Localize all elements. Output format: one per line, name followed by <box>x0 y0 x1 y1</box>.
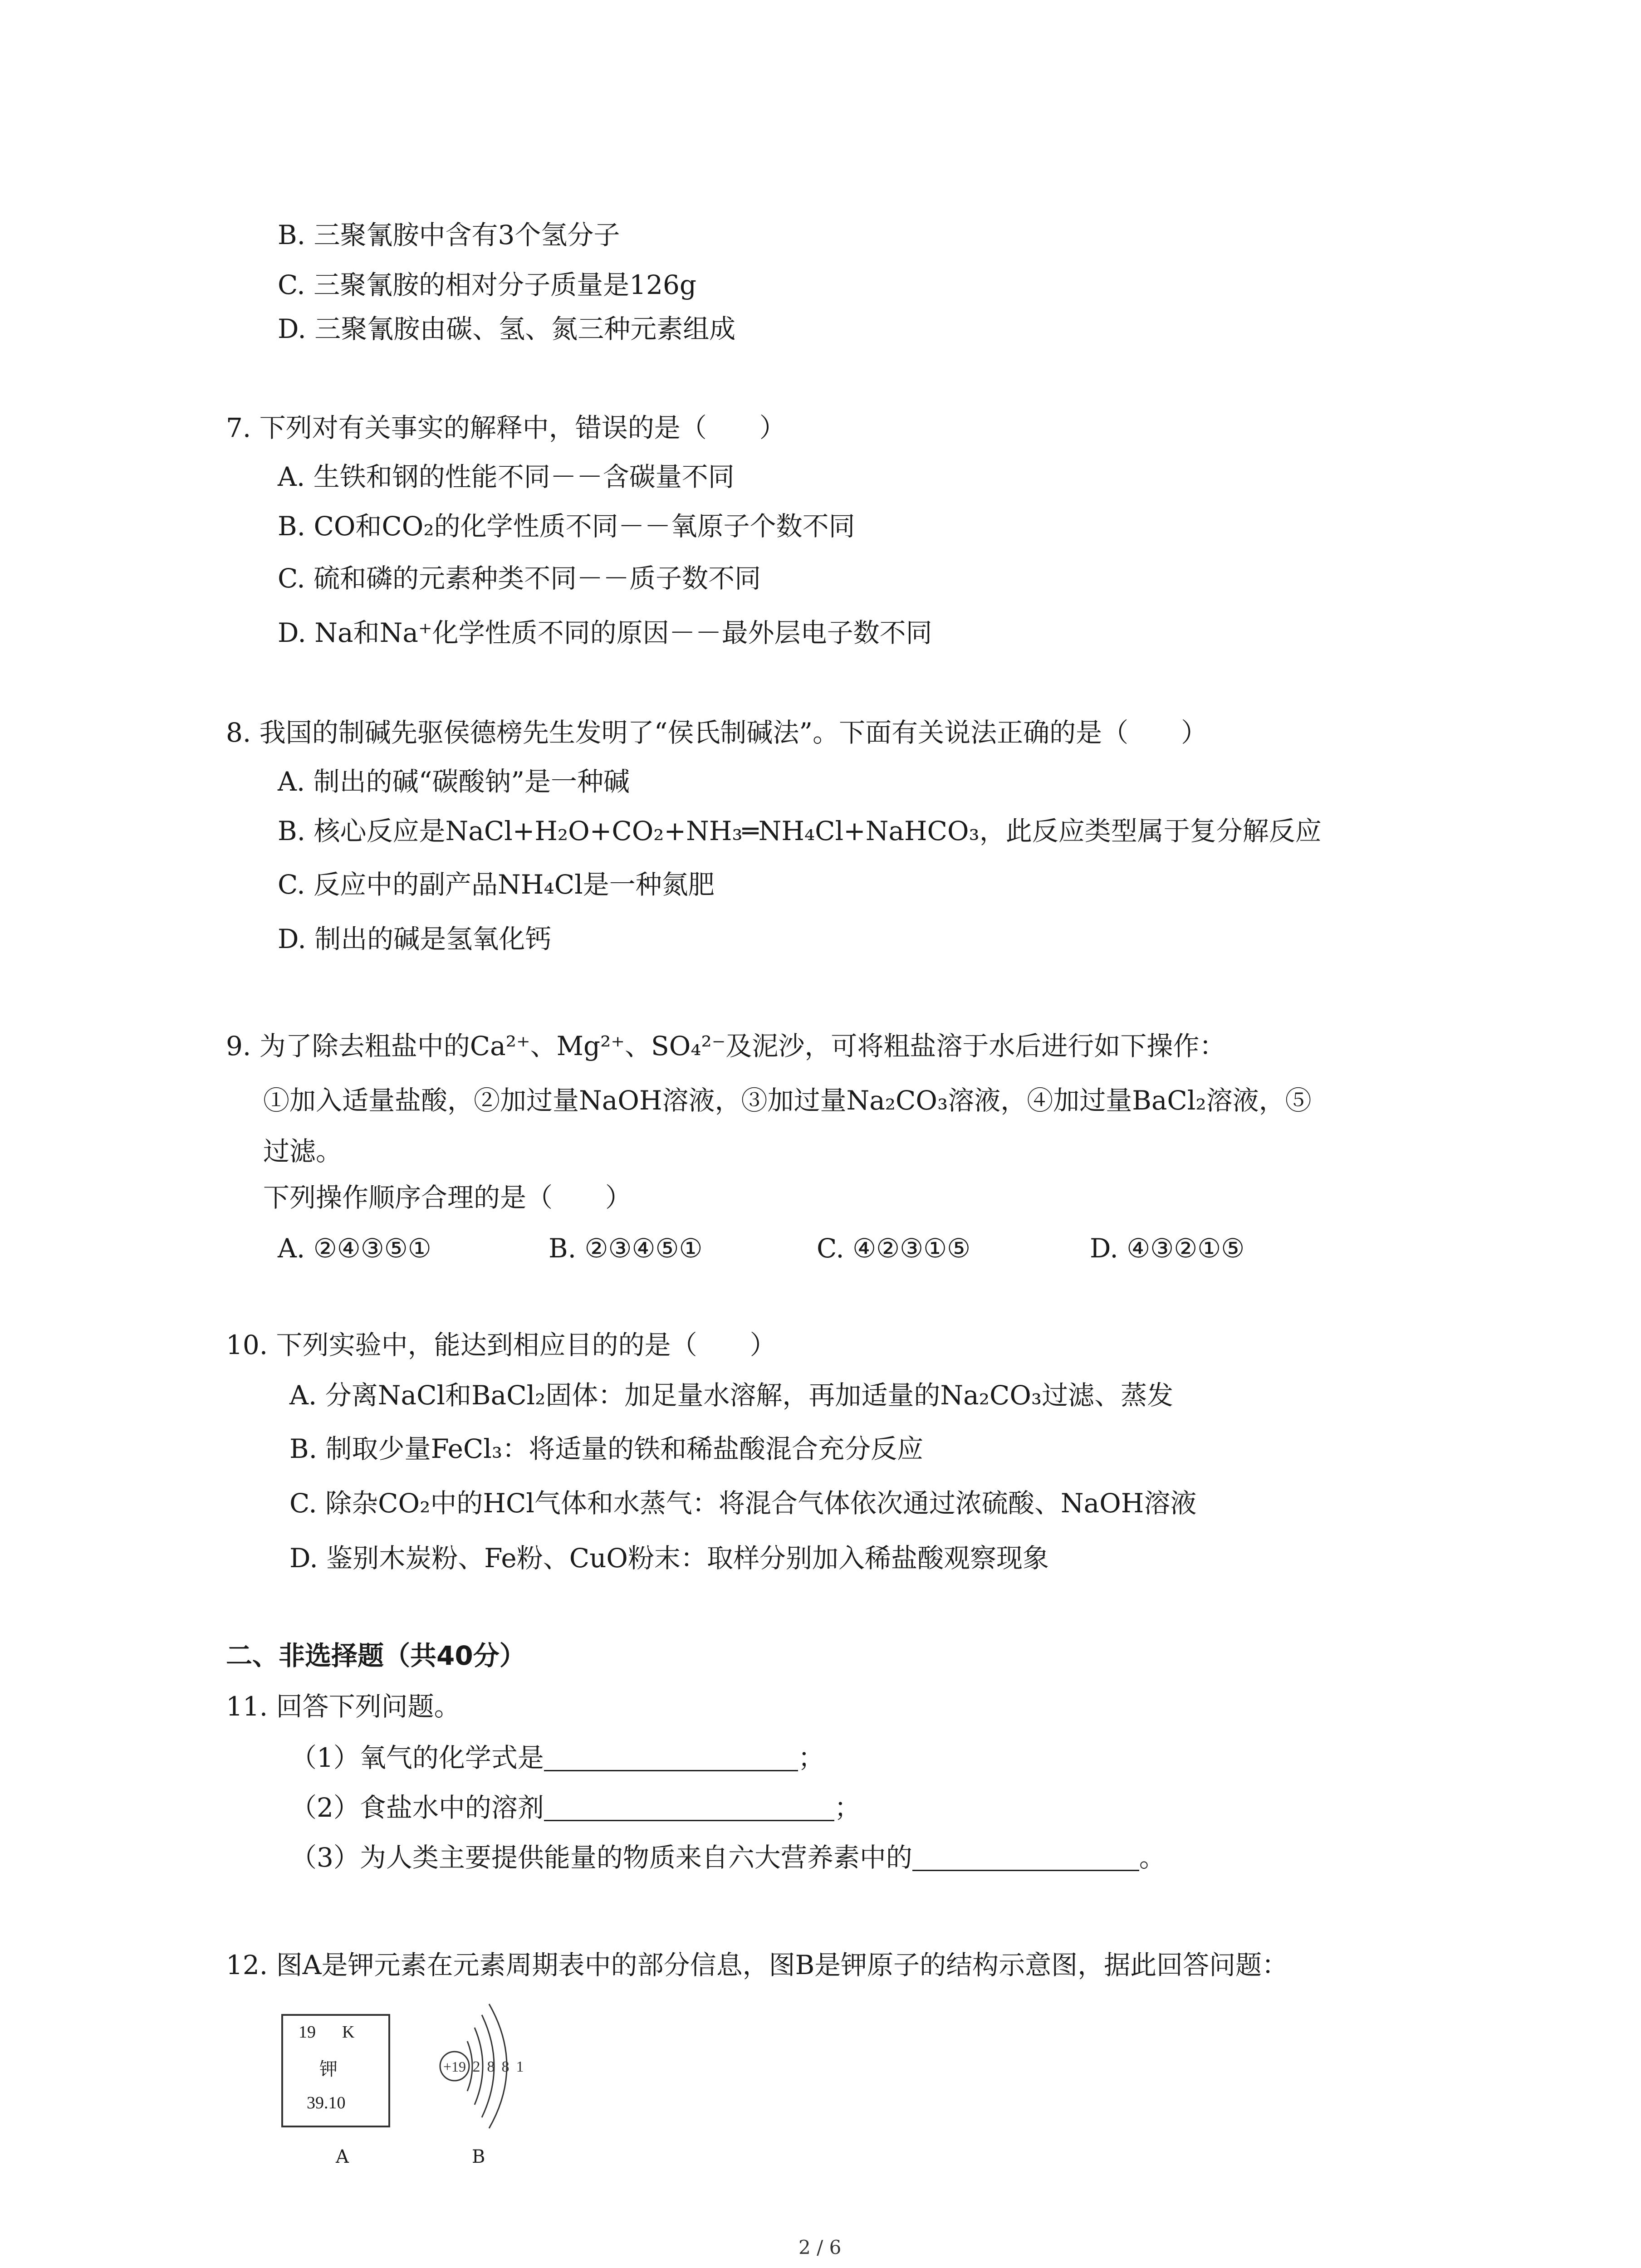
nucleus-charge: +19 <box>443 2058 466 2075</box>
q10-stem: 10. 下列实验中，能达到相应目的的是（ ） <box>226 1330 776 1360</box>
q11-part-3 <box>290 1839 1166 1876</box>
figure-b-label: B <box>472 2146 485 2167</box>
q8-option-c: C. 反应中的副产品NH₄Cl是一种氮肥 <box>278 869 715 900</box>
element-name: 钾 <box>319 2059 338 2080</box>
answer-blank-1[interactable] <box>544 1743 798 1771</box>
element-symbol: K <box>342 2023 355 2042</box>
q9-stem: 9. 为了除去粗盐中的Ca²⁺、Mg²⁺、SO₄²⁻及泥沙，可将粗盐溶于水后进行如下操作： <box>226 1031 1226 1061</box>
q9-option-b: B. ②③④⑤① <box>549 1233 703 1264</box>
q9-options-row <box>278 1230 1367 1266</box>
answer-blank-2[interactable] <box>544 1793 834 1821</box>
q7-stem: 7. 下列对有关事实的解释中，错误的是（ ） <box>226 412 786 443</box>
atom-structure-svg <box>431 2000 567 2132</box>
q10-option-d: D. 鉴别木炭粉、Fe粉、CuO粉末：取样分别加入稀盐酸观察现象 <box>289 1543 1049 1574</box>
q6-option-b: B. 三聚氰胺中含有3个氢分子 <box>278 220 620 250</box>
q9-operations-cont: 过滤。 <box>263 1136 343 1167</box>
q8-option-d: D. 制出的碱是氢氧化钙 <box>278 924 552 954</box>
q11-part-2 <box>290 1789 861 1826</box>
q11-stem: 11. 回答下列问题。 <box>226 1691 460 1722</box>
q7-option-c: C. 硫和磷的元素种类不同－－质子数不同 <box>278 563 761 594</box>
q11-part-1-text: （1）氧气的化学式是 <box>290 1742 544 1773</box>
shell-electrons-3: 8 <box>501 2058 509 2075</box>
q11-part-3-text: （3）为人类主要提供能量的物质来自六大营养素中的 <box>290 1842 912 1873</box>
q11-part-1-end: ； <box>798 1742 824 1773</box>
q10-option-a: A. 分离NaCl和BaCl₂固体：加足量水溶解，再加适量的Na₂CO₃过滤、蒸发 <box>289 1380 1174 1411</box>
q11-part-2-text: （2）食盐水中的溶剂 <box>290 1792 544 1823</box>
q8-stem: 8. 我国的制碱先驱侯德榜先生发明了“侯氏制碱法”。下面有关说法正确的是（ ） <box>226 717 1208 748</box>
q9-option-a: A. ②④③⑤① <box>278 1233 431 1264</box>
q8-option-a: A. 制出的碱“碳酸钠”是一种碱 <box>278 766 630 797</box>
q7-option-b: B. CO和CO₂的化学性质不同－－氧原子个数不同 <box>278 511 855 542</box>
q11-part-2-end: ； <box>834 1792 861 1823</box>
q7-option-d: D. Na和Na⁺化学性质不同的原因－－最外层电子数不同 <box>278 617 932 648</box>
atomic-number: 19 <box>299 2023 316 2042</box>
q9-operations: ①加入适量盐酸，②加过量NaOH溶液，③加过量Na₂CO₃溶液，④加过量BaCl₂溶液，⑤ <box>263 1085 1312 1116</box>
q10-option-c: C. 除杂CO₂中的HCl气体和水蒸气：将混合气体依次通过浓硫酸、NaOH溶液 <box>289 1488 1197 1519</box>
q8-option-b: B. 核心反应是NaCl+H₂O+CO₂+NH₃═NH₄Cl+NaHCO₃，此反应类型属于复分解反应 <box>278 816 1322 846</box>
shell-electrons-1: 2 <box>472 2058 480 2075</box>
answer-blank-3[interactable] <box>912 1843 1139 1871</box>
q9-option-d: D. ④③②①⑤ <box>1090 1233 1245 1264</box>
periodic-table-cell <box>281 2014 390 2127</box>
section-heading: 二、非选择题（共40分） <box>226 1640 526 1671</box>
q12-stem: 12. 图A是钾元素在元素周期表中的部分信息，图B是钾原子的结构示意图，据此回答问题： <box>226 1950 1288 1980</box>
atomic-mass: 39.10 <box>307 2093 346 2112</box>
figure-a-label: A <box>336 2146 349 2167</box>
q6-option-d: D. 三聚氰胺由碳、氢、氮三种元素组成 <box>278 313 736 344</box>
q11-part-3-end: 。 <box>1139 1842 1166 1873</box>
q9-question: 下列操作顺序合理的是（ ） <box>263 1182 632 1213</box>
q7-option-a: A. 生铁和钢的性能不同－－含碳量不同 <box>278 461 735 492</box>
q9-option-c: C. ④②③①⑤ <box>817 1233 971 1264</box>
shell-electrons-2: 8 <box>487 2058 495 2075</box>
q10-option-b: B. 制取少量FeCl₃：将适量的铁和稀盐酸混合充分反应 <box>289 1433 924 1464</box>
shell-electrons-4: 1 <box>516 2058 524 2075</box>
atom-structure-diagram <box>431 2000 567 2132</box>
q11-part-1 <box>290 1740 824 1776</box>
page-number: 2 / 6 <box>798 2236 842 2258</box>
q6-option-c: C. 三聚氰胺的相对分子质量是126g <box>278 269 697 300</box>
